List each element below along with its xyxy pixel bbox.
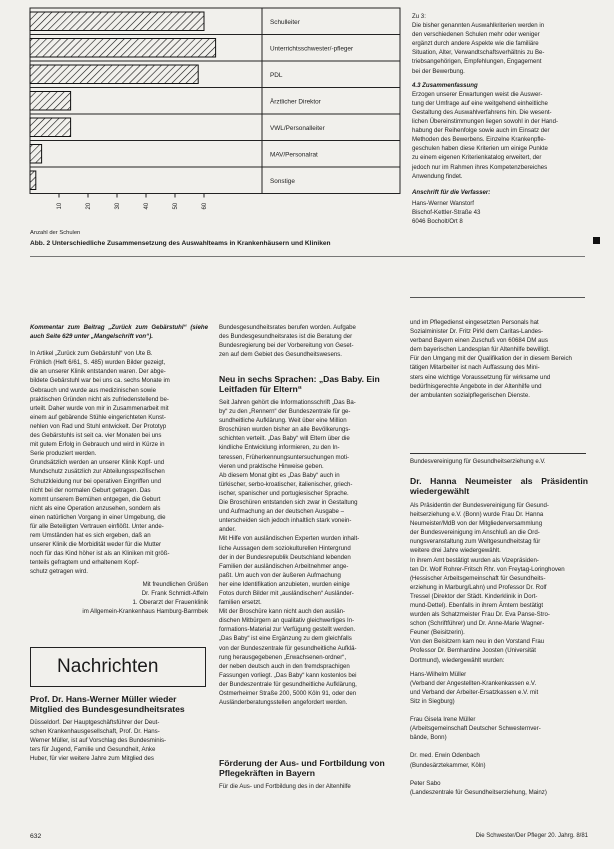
text-line: ander. (219, 526, 236, 534)
text-line: von der Bundeszentrale für gesundheitliche Aufklä- (219, 644, 357, 652)
text-line: der ambulanten sozialpflegerischen Dienste. (410, 391, 530, 399)
text-line: Für die Aus- und Fortbildung des in der Altenhilfe (219, 783, 351, 790)
text-line: her eine Identifikation anzubieten, wurden einige (219, 580, 350, 588)
text-line: „Das Baby“ ist eine Ergänzung zu dem gleichfalls (219, 635, 352, 643)
text-line: zen auf dem Gebiet des Gesundheitswesens. (219, 351, 342, 359)
category-label-6: Sonstige (270, 177, 295, 185)
text-line: tenteils gefragtem und erhaltenem Kopf- (30, 559, 139, 567)
text-line: nicht als eine Operation anzusehen, sondern als (30, 504, 161, 512)
text-line: Broschüren wurden bisher an alle Bevölkerungs- (219, 426, 351, 434)
text-line: sundheitliche Aufklärung. Weit über eine Million (219, 417, 347, 425)
name-line: Sitz in Siegburg) (410, 697, 455, 705)
text-line: unserer Klinik die Morbidität weder für die Mutter (30, 541, 162, 549)
text-line: kindliche Entwicklung informieren, zu den In- (219, 444, 340, 452)
name-line: Peter Sabo (410, 779, 441, 787)
category-label-2: PDL (270, 71, 283, 79)
text-line: bedürfnisgerechte Angebote in der Altenhilfe und (410, 382, 542, 390)
text-line: nungsveranstaltung zum Weltgesundheitstag für (410, 538, 541, 546)
category-label-5: MAV/Personalrat (270, 151, 318, 159)
text-line: dischen Mitbürgern an qualitativ gleichwertiges In- (219, 617, 355, 625)
tick-label-10: 10 (57, 202, 63, 210)
bar-6 (30, 171, 36, 190)
text-line: des Bundesgesundheitsrates ist die Beratung der (219, 333, 353, 341)
text-line: Sozialminister Dr. Fritz Pirkl dem Caritas-Landes- (410, 328, 544, 336)
text-line: lichen Übereinstimmungen liegen sowohl in der Hand- (412, 118, 558, 126)
text-line: dem bayerischen Landesplan für Altenhilfe bewilligt. (410, 346, 550, 354)
text-line: bildete Gebärstuhl war bei uns ca. sechs Monate im (30, 377, 170, 385)
name-line: (Arbeitsgemeinschaft Deutscher Schwesternver- (410, 725, 541, 733)
text-line: Fröhlich (Heft 6/61, S. 485) wurden Bilder gezeigt, (30, 359, 166, 367)
text-line: by“ zu den „Rennern“ der Bundeszentrale für ge- (219, 408, 351, 416)
text-line: In ihrem Amt bestätigt wurden als Vizepräsiden- (410, 556, 539, 564)
text-line: familien ersetzt. (219, 599, 262, 607)
text-line: Ab diesem Monat gibt es „Das Baby“ auch in (219, 471, 340, 479)
category-label-4: VWL/Personalleiter (270, 124, 325, 132)
text-line: habung der Reihenfolge sowie auch im Einsatz der (412, 127, 550, 135)
author-line: Bischof-Kettler-Straße 43 (412, 208, 481, 216)
text-line: Anwendung findet. (412, 172, 463, 180)
chart-frame (30, 8, 400, 194)
closing-line: Dr. Frank Schmidt-Affeln (141, 589, 208, 597)
category-label-0: Schulleiter (270, 18, 300, 26)
text-line: mit gutem Erfolg in Gebrauch und wird in Kürze in (30, 441, 165, 449)
text-line: heitserziehung e.V. (Bonn) wurde Frau Dr. Hanna (410, 511, 544, 519)
text-line: Seit Jahren gehört die Informationsschrift „Das Ba- (219, 399, 356, 406)
nachrichten-label: Nachrichten (57, 656, 159, 677)
summary-heading: 4.3 Zusammenfassung (412, 81, 478, 89)
category-label-1: Unterrichtsschwester/-pfleger (270, 45, 354, 53)
text-line: noch für das Kind höher ist als an Kliniken mit größ- (30, 550, 170, 558)
name-line (410, 770, 588, 779)
text-line: für alle Beteiligten Vertrauen einflößt. Unter ande- (30, 522, 164, 530)
text-line: der neben deutsch auch in den fremdsprachigen (219, 662, 350, 670)
text-line: Tressel (Direktor der Städt. Kinderklinik in Dort- (410, 592, 538, 600)
text-line: ters für Jugend, Familie und Gesundheit, Anke (30, 746, 156, 754)
text-line: nicht bei der normalen Geburt getragen. Das (30, 486, 151, 494)
text-line: der Bundeszentrale für gesundheitliche Aufklärung, (219, 680, 357, 688)
text-line: Neumeister/MdB von der Mitgliederversammlung (410, 520, 543, 528)
author-line: 6046 Bocholt/Ort 8 (412, 217, 463, 225)
text-line: Ausländerberatungsstellen angefordert werden. (219, 699, 348, 707)
text-line: den verschiedenen Schulen mehr oder weniger (412, 31, 540, 39)
text-line: Dortmund), wiedergewählt wurden: (410, 656, 505, 664)
text-line: weitere drei Jahre wiedergewählt. (410, 547, 501, 555)
end-mark (593, 237, 600, 244)
right-column (410, 318, 588, 797)
text-line: türkischer, serbo-kroatischer, italienischer, griech- (219, 480, 353, 488)
name-line (410, 706, 588, 715)
text-line: wurden als Schatzmeister Frau Dr. Eva Panse-Stro- (410, 611, 550, 619)
tick-label-40: 40 (144, 202, 150, 210)
text-line: Grundsätzlich werden an unserer Klinik Kopf- und (30, 459, 165, 467)
text-line: Familien der ausländischen Arbeitnehmer ange- (219, 562, 349, 570)
closing-line: 1. Oberarzt der Frauenklinik (132, 598, 208, 606)
text-line: Gestaltung des Auswahlverfahrens hin. Die wesent- (412, 108, 552, 116)
text-line: tätigen Mitarbeiter ist nach Auffassung des Mini- (410, 364, 540, 372)
name-line: (Bundesärztekammer, Köln) (410, 761, 486, 769)
text-line: liche Aussagen dem soziokulturellen Hintergrund (219, 544, 351, 552)
text-line: ischer, spanischer und portugiesischer Sprache. (219, 489, 349, 497)
text-line: paßt. Um auch von der äußeren Aufmachung (219, 571, 341, 579)
bar-chart (0, 0, 405, 240)
text-line: Huber, für vier weitere Jahre zum Mitglied des (30, 755, 154, 763)
closing-line: Mit freundlichen Grüßen (142, 580, 208, 588)
section-divider (30, 256, 585, 257)
name-line: Dr. med. Erwin Odenbach (410, 752, 480, 760)
text-line: der Bundesvereinigung im Anschluß an die Ord- (410, 529, 540, 537)
text-line: rung herausgegebenen „Erwachsenen-ordner“, (219, 653, 347, 661)
category-label-3: Ärztlicher Direktor (270, 98, 321, 106)
text-line: tung der Umfrage auf eine weitgehend einheitliche (412, 99, 548, 107)
mid-intro (219, 323, 399, 359)
text-line: Schutzkleidung nur bei operativen Eingriffen und (30, 477, 161, 485)
text-line: Bundesgesundheitsrates berufen worden. Aufgabe (219, 324, 356, 331)
kommentar-article (30, 323, 208, 616)
page-number: 632 (30, 833, 42, 840)
text-line: und im Pflegedienst eingesetzten Personals hat (410, 319, 539, 326)
name-line (410, 742, 588, 751)
text-line: Die Broschüren entstanden sich zwar in Gestaltung (219, 499, 358, 507)
baby-article (219, 374, 399, 707)
right-top-text (412, 12, 590, 226)
text-line: (Hessischer Arbeitsgemeinschaft für Gesundheits- (410, 574, 546, 582)
tick-label-50: 50 (173, 202, 179, 210)
text-line: unterscheiden sich jedoch inhaltlich stark vonein- (219, 517, 352, 525)
neumeister-heading: Dr. Hanna Neumeister als Präsidentin wiedergewählt (410, 475, 588, 496)
name-line: und Verband der Arbeiter-Ersatzkassen e.V. mit (410, 688, 539, 696)
text-line: des Gebärstuhls ist seit ca. vier Monaten bei uns (30, 432, 162, 440)
text-line: Mundschutz zusätzlich zur Abteilungsspezifischen (30, 468, 165, 476)
text-line: einem auf gebärende Stühle eingerichteten Kunst- (30, 413, 166, 421)
text-line: die an unserer Klinik entstanden waren. Der abge- (30, 368, 166, 376)
mueller-article (30, 694, 208, 763)
name-line: bände, Bonn) (410, 734, 447, 742)
text-line: verband Bayern einen Zuschuß von 60684 DM aus (410, 337, 548, 345)
text-line: In Artikel „Zurück zum Gebärstuhl“ von Ute B. (30, 350, 153, 358)
tick-label-30: 30 (115, 202, 121, 210)
bar-2 (30, 65, 198, 84)
foerderung-article (219, 758, 399, 791)
text-line: Methoden des Bewerbens. Einzelne Krankenpfle- (412, 136, 546, 144)
nachrichten-box (30, 647, 206, 687)
text-line: Serie produziert werden. (30, 450, 97, 458)
text-line: Fassungen vorliegt. „Das Baby“ kann kostenlos bei (219, 671, 357, 679)
rc-divider (410, 453, 586, 454)
chart-xlabel: Anzahl der Schulen (30, 230, 81, 236)
text-line: ten Dr. Wolf Rohrer-Fritsch Rhr. von Freytag-Loringhoven (410, 565, 565, 573)
text-line: bei der Bewerbung. (412, 67, 465, 75)
text-line: praktischen Gründen nicht als zufriedenstellend be- (30, 395, 169, 403)
bar-4 (30, 118, 71, 137)
foerderung-heading: Förderung der Aus- und Fortbildung von Pflegekräften in Bayern (219, 758, 385, 778)
text-line: erziehung in Marburg/Lahn) und Professor Dr. Rolf (410, 583, 547, 591)
text-line: Feuner (Beisitzerin). (410, 629, 465, 637)
text-line: sters eine wichtige Voraussetzung für wirksame und (410, 373, 551, 381)
text-line: formations-Material zur Verfügung gestellt werden. (219, 626, 356, 634)
text-line: Fotos durch Bilder mit „ausländischen“ Ausländer- (219, 589, 354, 597)
journal-footer: Die Schwester/Der Pfleger 20. Jahrg. 8/81 (475, 833, 588, 839)
text-line: Als Präsidentin der Bundesvereinigung für Gesund- (410, 501, 549, 509)
text-line: urteilt. Daher wurde von mir in Zusammenarbeit mit (30, 404, 169, 412)
text-line: vieren und praktische Hinweise geben. (219, 462, 324, 470)
name-line: (Landeszentrale für Gesundheitserziehung, Mainz) (410, 788, 547, 796)
text-line: nehlen von Rad und Stuhl entwickelt. Der Prototyp (30, 422, 167, 430)
text-line: jedoch nur im Rahmen ihres Kompetenzbereiches (412, 163, 548, 171)
text-line: Situation, Alter, Verwandtschaftsverhältnis zu Be- (412, 49, 545, 57)
text-line: Zu 3: (412, 13, 426, 20)
text-line: rem Umständen hat es sich ergeben, daß an (30, 532, 151, 540)
text-line: mund-Dettel). Ebenfalls in ihrem Ämtern bestätigt (410, 601, 544, 609)
name-line: Frau Gisela Irene Müller (410, 716, 476, 724)
text-line: triebsangehörigen, Empfehlungen, Engagement (412, 58, 542, 66)
source-line: Bundesvereinigung für Gesundheitserziehung e.V. (410, 457, 546, 465)
text-line: Mit der Broschüre kann nicht auch den auslän- (219, 608, 346, 616)
text-line: und Aufmachung an der deutschen Ausgabe – (219, 508, 345, 516)
text-line: Die bisher genannten Auswahlkriterien werden in (412, 22, 545, 30)
kommentar-intro: Kommentar zum Beitrag „Zurück zum Gebärstuhl“ (siehe auch Seite 629 unter „Mangelschrift von“). (30, 324, 208, 341)
tick-label-20: 20 (86, 202, 92, 210)
text-line: Werner Müller, ist auf Vorschlag des Bundesminis- (30, 737, 167, 745)
author-heading: Anschrift für die Verfasser: (412, 188, 491, 196)
text-line: Für den Umgang mit der Qualifikation der in diesem Bereich (410, 355, 572, 363)
chart-caption: Abb. 2 Unterschiedliche Zusammensetzung des Auswahlteams in Krankenhäusern und Kliniken (30, 240, 331, 247)
text-line: schon (Schriftführer) und Dr. Anne-Marie Wagner- (410, 620, 545, 628)
bar-5 (30, 145, 42, 164)
text-line: der in der Bundesrepublik Deutschland lebenden (219, 553, 351, 561)
text-line: Professor Dr. Bernhardine Joosten (Universität (410, 647, 536, 655)
text-line: Erzogen unserer Erwartungen weist die Auswer- (412, 90, 543, 98)
mueller-heading: Prof. Dr. Hans-Werner Müller wieder Mitglied des Bundesgesundheitsrates (30, 694, 185, 714)
bar-1 (30, 39, 216, 58)
name-line: (Verband der Angestellten-Krankenkassen e.V. (410, 679, 537, 687)
bar-3 (30, 92, 71, 111)
text-line: geschulen haben diese Kriterien um einige Punkte (412, 145, 548, 153)
name-line: Hans-Wilhelm Müller (410, 670, 467, 678)
text-line: Ostmerheimer Straße 200, 5000 Köln 91, oder den (219, 690, 357, 697)
section-divider-2 (410, 297, 585, 298)
text-line: Von den Beisitzern kam neu in den Vorstand Frau (410, 638, 545, 646)
text-line: schichten verteilt. „Das Baby“ will Eltern über die (219, 435, 350, 443)
tick-label-60: 60 (202, 202, 208, 210)
text-line: schen Krankenhausgesellschaft, Prof. Dr. Hans- (30, 728, 160, 736)
closing-line: im Allgemein-Krankenhaus Hamburg-Barmbek (82, 607, 208, 615)
text-line: schutz getragen wird. (30, 568, 88, 576)
author-line: Hans-Werner Wanstorf (412, 199, 474, 207)
text-line: ergänzt durch andere Aspekte wie die familiäre (412, 40, 539, 48)
text-line: Gebrauch und wurde aus medizinischen sowie (30, 386, 157, 394)
text-line: Mit Hilfe von ausländischen Experten wurden inhalt- (219, 535, 360, 543)
text-line: Bundesregierung bei der Vorbereitung von Geset- (219, 342, 354, 350)
text-line: teressen, Früherkennungsuntersuchungen moti- (219, 453, 350, 461)
bar-0 (30, 12, 204, 31)
text-line: einen natürlichen Vorgang in einer Umgebung, die (30, 513, 166, 521)
text-line: kommt unserem Bemühen entgegen, die Geburt (30, 495, 161, 503)
text-line: Düsseldorf. Der Hauptgeschäftsführer der Deut- (30, 719, 160, 726)
text-line: zu einem eigenen Kriterienkatalog erweitert, der (412, 154, 542, 162)
baby-heading: Neu in sechs Sprachen: „Das Baby. Ein Leitfaden für Eltern“ (219, 374, 380, 394)
